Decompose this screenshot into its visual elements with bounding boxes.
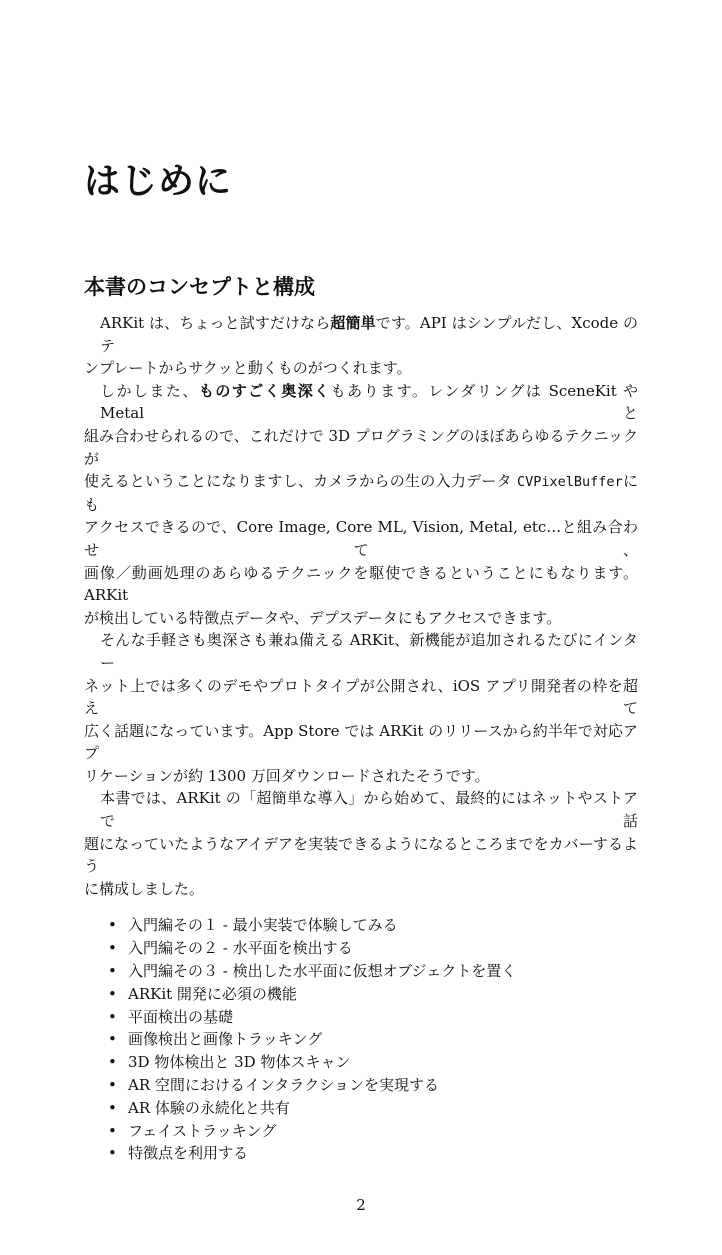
text-span: です。API はシンプルだし、Xcode のテ bbox=[100, 314, 638, 355]
text-line bbox=[84, 562, 638, 607]
list-item-text: 入門編その１ - 最小実装で体験してみる bbox=[128, 916, 398, 935]
paragraph bbox=[84, 629, 638, 787]
text-line bbox=[84, 607, 638, 630]
text-line bbox=[84, 380, 638, 425]
bullet-icon: • bbox=[108, 962, 117, 981]
text-span: が検出している特徴点データや、デプスデータにもアクセスできます。 bbox=[84, 608, 562, 627]
text-span: しかしまた、 bbox=[100, 381, 199, 400]
bullet-icon: • bbox=[108, 984, 117, 1003]
text-line bbox=[84, 516, 638, 561]
text-span: 本書では、ARKit の「超簡単な導入」から始めて、最終的にはネットやストアで話 bbox=[100, 789, 638, 831]
list-item bbox=[108, 983, 638, 1006]
list-item bbox=[108, 1028, 638, 1051]
text-span: 画像／動画処理のあらゆるテクニックを駆使できるということにもなります。ARKit bbox=[84, 563, 638, 605]
text-span: もあります。レンダリングは SceneKit や Metal と bbox=[100, 381, 638, 423]
bullet-icon: • bbox=[108, 1030, 117, 1049]
bullet-icon: • bbox=[108, 1053, 117, 1072]
list-item bbox=[108, 914, 638, 937]
list-item-text: 特徴点を利用する bbox=[128, 1144, 249, 1163]
page-number: 2 bbox=[356, 1196, 366, 1215]
paragraph bbox=[84, 380, 638, 630]
text-span: リケーションが約 1300 万回ダウンロードされたそうです。 bbox=[84, 766, 490, 785]
list-item-text: AR 体験の永続化と共有 bbox=[128, 1098, 290, 1117]
bullet-icon: • bbox=[108, 1007, 117, 1026]
text-span: ARKit は、ちょっと試すだけなら bbox=[100, 314, 331, 332]
text-span: 組み合わせられるので、これだけで 3D プログラミングのほぼあらゆるテクニックが bbox=[84, 426, 639, 468]
bullet-icon: • bbox=[108, 1144, 117, 1163]
text-line bbox=[84, 470, 638, 516]
text-span: 題になっていたようなアイデアを実装できるようになるところまでをカバーするよう bbox=[84, 834, 638, 876]
text-span: ンプレートからサクッと動くものがつくれます。 bbox=[84, 359, 412, 378]
text-line bbox=[84, 878, 638, 901]
text-span: ネット上では多くのデモやプロトタイプが公開され、iOS アプリ開発者の枠を超えて bbox=[84, 676, 638, 718]
chapter-title: はじめに bbox=[84, 161, 233, 202]
text-line bbox=[84, 675, 638, 720]
list-item-text: 入門編その２ - 水平面を検出する bbox=[128, 939, 353, 958]
bold-text: ものすごく奥深く bbox=[198, 381, 331, 400]
bullet-icon: • bbox=[108, 1098, 117, 1117]
bold-text: 超簡単 bbox=[330, 314, 376, 332]
list-item bbox=[108, 1006, 638, 1029]
list-item-text: 3D 物体検出と 3D 物体スキャン bbox=[128, 1053, 351, 1072]
code-text: CVPixelBuffer bbox=[517, 474, 623, 491]
text-line bbox=[84, 357, 638, 380]
list-item-text: フェイストラッキング bbox=[128, 1121, 277, 1140]
paragraph bbox=[84, 787, 638, 900]
list-item-text: 画像検出と画像トラッキング bbox=[128, 1030, 323, 1049]
text-line bbox=[84, 720, 638, 765]
list-item-text: 平面検出の基礎 bbox=[128, 1007, 234, 1026]
list-item bbox=[108, 1051, 638, 1074]
bullet-icon: • bbox=[108, 1076, 117, 1095]
list-item-text: AR 空間におけるインタラクションを実現する bbox=[128, 1076, 439, 1095]
body-text bbox=[84, 312, 638, 900]
bullet-icon: • bbox=[108, 1121, 117, 1140]
list-item bbox=[108, 1097, 638, 1120]
text-line bbox=[84, 765, 638, 788]
text-line bbox=[84, 425, 638, 470]
text-line bbox=[84, 312, 638, 357]
chapter-list bbox=[108, 914, 638, 1165]
text-span: 使えるということになりますし、カメラからの生の入力データ bbox=[84, 472, 518, 491]
list-item-text: ARKit 開発に必須の機能 bbox=[128, 984, 297, 1003]
bullet-icon: • bbox=[108, 916, 117, 935]
list-item bbox=[108, 1120, 638, 1143]
text-line bbox=[84, 833, 638, 878]
bullet-icon: • bbox=[108, 939, 117, 958]
list-item bbox=[108, 960, 638, 983]
text-span: に構成しました。 bbox=[84, 879, 205, 898]
list-item bbox=[108, 937, 638, 960]
paragraph bbox=[84, 312, 638, 380]
text-line bbox=[84, 787, 638, 832]
section-heading: 本書のコンセプトと構成 bbox=[84, 275, 315, 299]
list-item-text: 入門編その３ - 検出した水平面に仮想オブジェクトを置く bbox=[128, 962, 517, 981]
text-line bbox=[84, 629, 638, 674]
text-span: 広く話題になっています。App Store では ARKit のリリースから約半年で対応アプ bbox=[84, 721, 638, 763]
text-span: にも bbox=[84, 472, 638, 514]
text-span: アクセスできるので、Core Image, Core ML, Vision, Metal, etc…と組み合わせて、 bbox=[84, 518, 638, 559]
text-span: そんな手軽さも奥深さも兼ね備える ARKit、新機能が追加されるたびにインター bbox=[100, 631, 638, 672]
list-item bbox=[108, 1074, 638, 1097]
list-item bbox=[108, 1142, 638, 1165]
